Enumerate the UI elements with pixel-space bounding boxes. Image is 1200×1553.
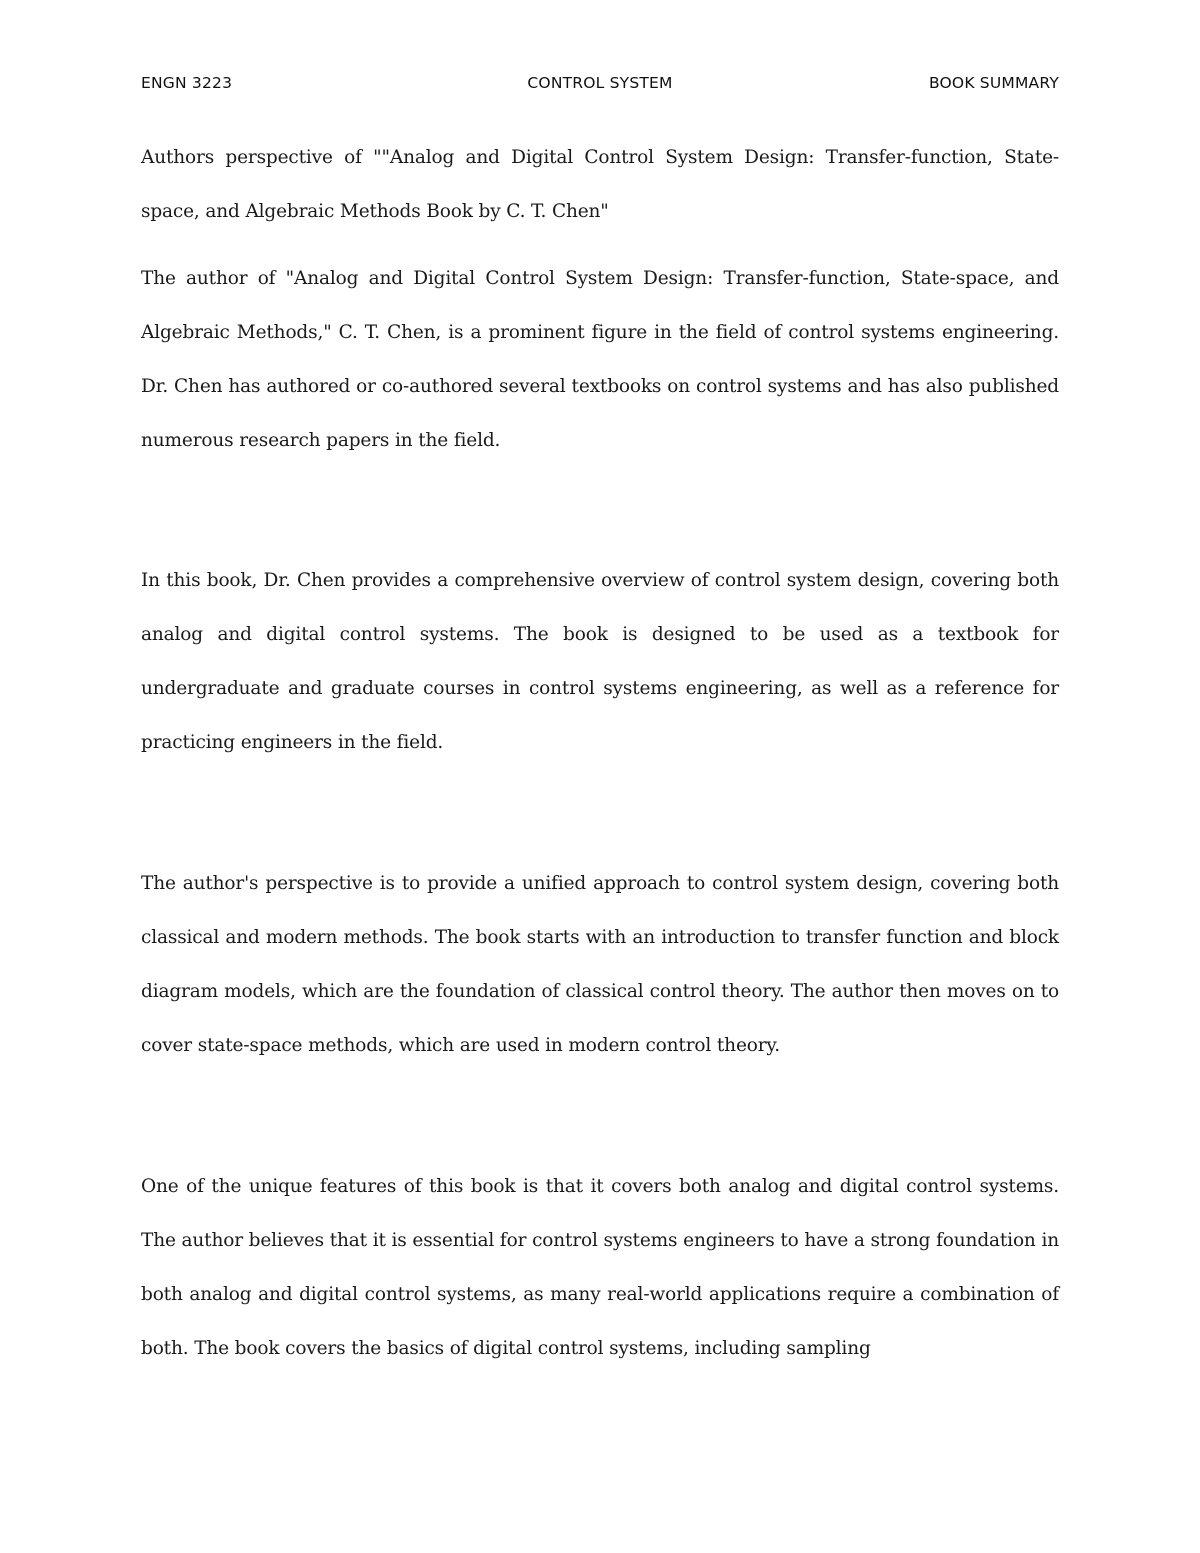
page-header bbox=[141, 74, 1059, 98]
paragraph-author-perspective: The author's perspective is to provide a unified approach to control system design, covering both classical and modern methods. The book starts with an introduction to transfer function and block diagram models, which are the foundation of classical control theory. The author then moves on to cover state-space methods, which are used in modern control theory. bbox=[141, 873, 1059, 1056]
document-title: Authors perspective of ""Analog and Digital Control System Design: Transfer-function, State-space, and Algebraic Methods Book by C. T. Chen" bbox=[141, 147, 1059, 222]
header-course-code: ENGN 3223 bbox=[141, 74, 233, 92]
paragraph-unique-features: One of the unique features of this book is that it covers both analog and digital control systems. The author believes that it is essential for control systems engineers to have a strong foundation in both analog and digital control systems, as many real-world applications require a combination of both. The book covers the basics of digital control systems, including sampling bbox=[141, 1176, 1059, 1359]
header-subject: CONTROL SYSTEM bbox=[527, 74, 673, 92]
header-doc-type: BOOK SUMMARY bbox=[928, 74, 1059, 92]
paragraph-author-intro: The author of "Analog and Digital Control System Design: Transfer-function, State-space, and Algebraic Methods," C. T. Chen, is a prominent figure in the field of control systems engineering. Dr. Chen has authored or co-authored several textbooks on control systems and has also published numerous research papers in the field. bbox=[141, 268, 1059, 451]
paragraph-book-overview: In this book, Dr. Chen provides a comprehensive overview of control system design, covering both analog and digital control systems. The book is designed to be used as a textbook for undergraduate and graduate courses in control systems engineering, as well as a reference for practicing engineers in the field. bbox=[141, 570, 1059, 753]
